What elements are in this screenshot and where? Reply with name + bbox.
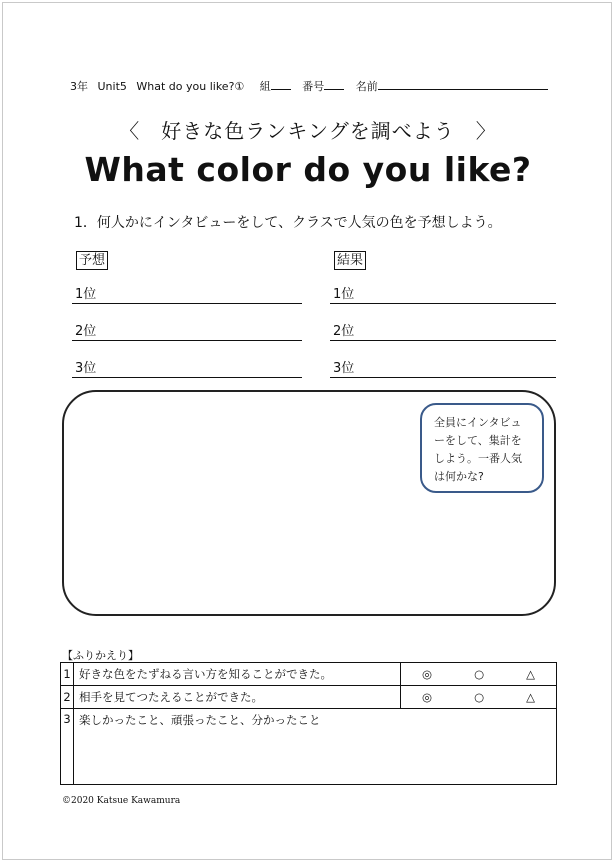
name-blank <box>378 78 548 90</box>
reflection-row <box>61 686 557 709</box>
instruction-text: 1．何人かにインタビューをして、クラスで人気の色を予想しよう。 <box>74 215 502 231</box>
reflection-num: 3 <box>61 709 74 785</box>
reflection-num: 1 <box>61 663 74 686</box>
result-label: 結果 <box>334 251 366 270</box>
reflection-free-text[interactable]: 楽しかったこと、頑張ったこと、分かったこと <box>74 709 557 785</box>
lesson-text: What do you like?① <box>136 80 245 93</box>
reflection-row <box>61 709 557 785</box>
rating-good-mark[interactable]: ○ <box>474 690 485 704</box>
grade-text: 3年 <box>70 80 88 93</box>
reflection-num: 2 <box>61 686 74 709</box>
result-rank-2: 2位 <box>330 323 556 341</box>
prediction-rank-2: 2位 <box>72 323 302 341</box>
result-rank-3: 3位 <box>330 360 556 378</box>
rating-excellent-mark[interactable]: ◎ <box>422 690 433 704</box>
number-label: 番号 <box>302 80 325 93</box>
reflection-label: 【ふりかえり】 <box>62 649 139 662</box>
reflection-text: 相手を見てつたえることができた。 <box>74 686 401 709</box>
worksheet-subtitle: 〈 好きな色ランキングを調べよう 〉 <box>119 119 497 143</box>
copyright-text: ©2020 Katsue Kawamura <box>62 796 181 806</box>
rating-good-mark[interactable]: ○ <box>474 667 485 681</box>
prediction-rank-1: 1位 <box>72 286 302 304</box>
rating-fair-mark[interactable]: △ <box>526 690 535 704</box>
result-rank-1: 1位 <box>330 286 556 304</box>
rating-cell <box>401 663 557 686</box>
worksheet-header <box>70 78 560 94</box>
unit-text: Unit5 <box>97 80 127 93</box>
reflection-text: 好きな色をたずねる言い方を知ることができた。 <box>74 663 401 686</box>
name-label: 名前 <box>355 80 378 93</box>
reflection-table <box>60 662 557 785</box>
reflection-row <box>61 663 557 686</box>
class-label: 組 <box>259 80 271 93</box>
rating-cell <box>401 686 557 709</box>
number-blank <box>324 78 344 90</box>
rating-excellent-mark[interactable]: ◎ <box>422 667 433 681</box>
rating-fair-mark[interactable]: △ <box>526 667 535 681</box>
prediction-label: 予想 <box>76 251 108 270</box>
worksheet-title: What color do you like? <box>84 150 532 189</box>
class-blank <box>271 78 291 90</box>
prediction-rank-3: 3位 <box>72 360 302 378</box>
speech-bubble: 全員にインタビューをして、集計をしよう。一番人気は何かな? <box>420 403 544 493</box>
